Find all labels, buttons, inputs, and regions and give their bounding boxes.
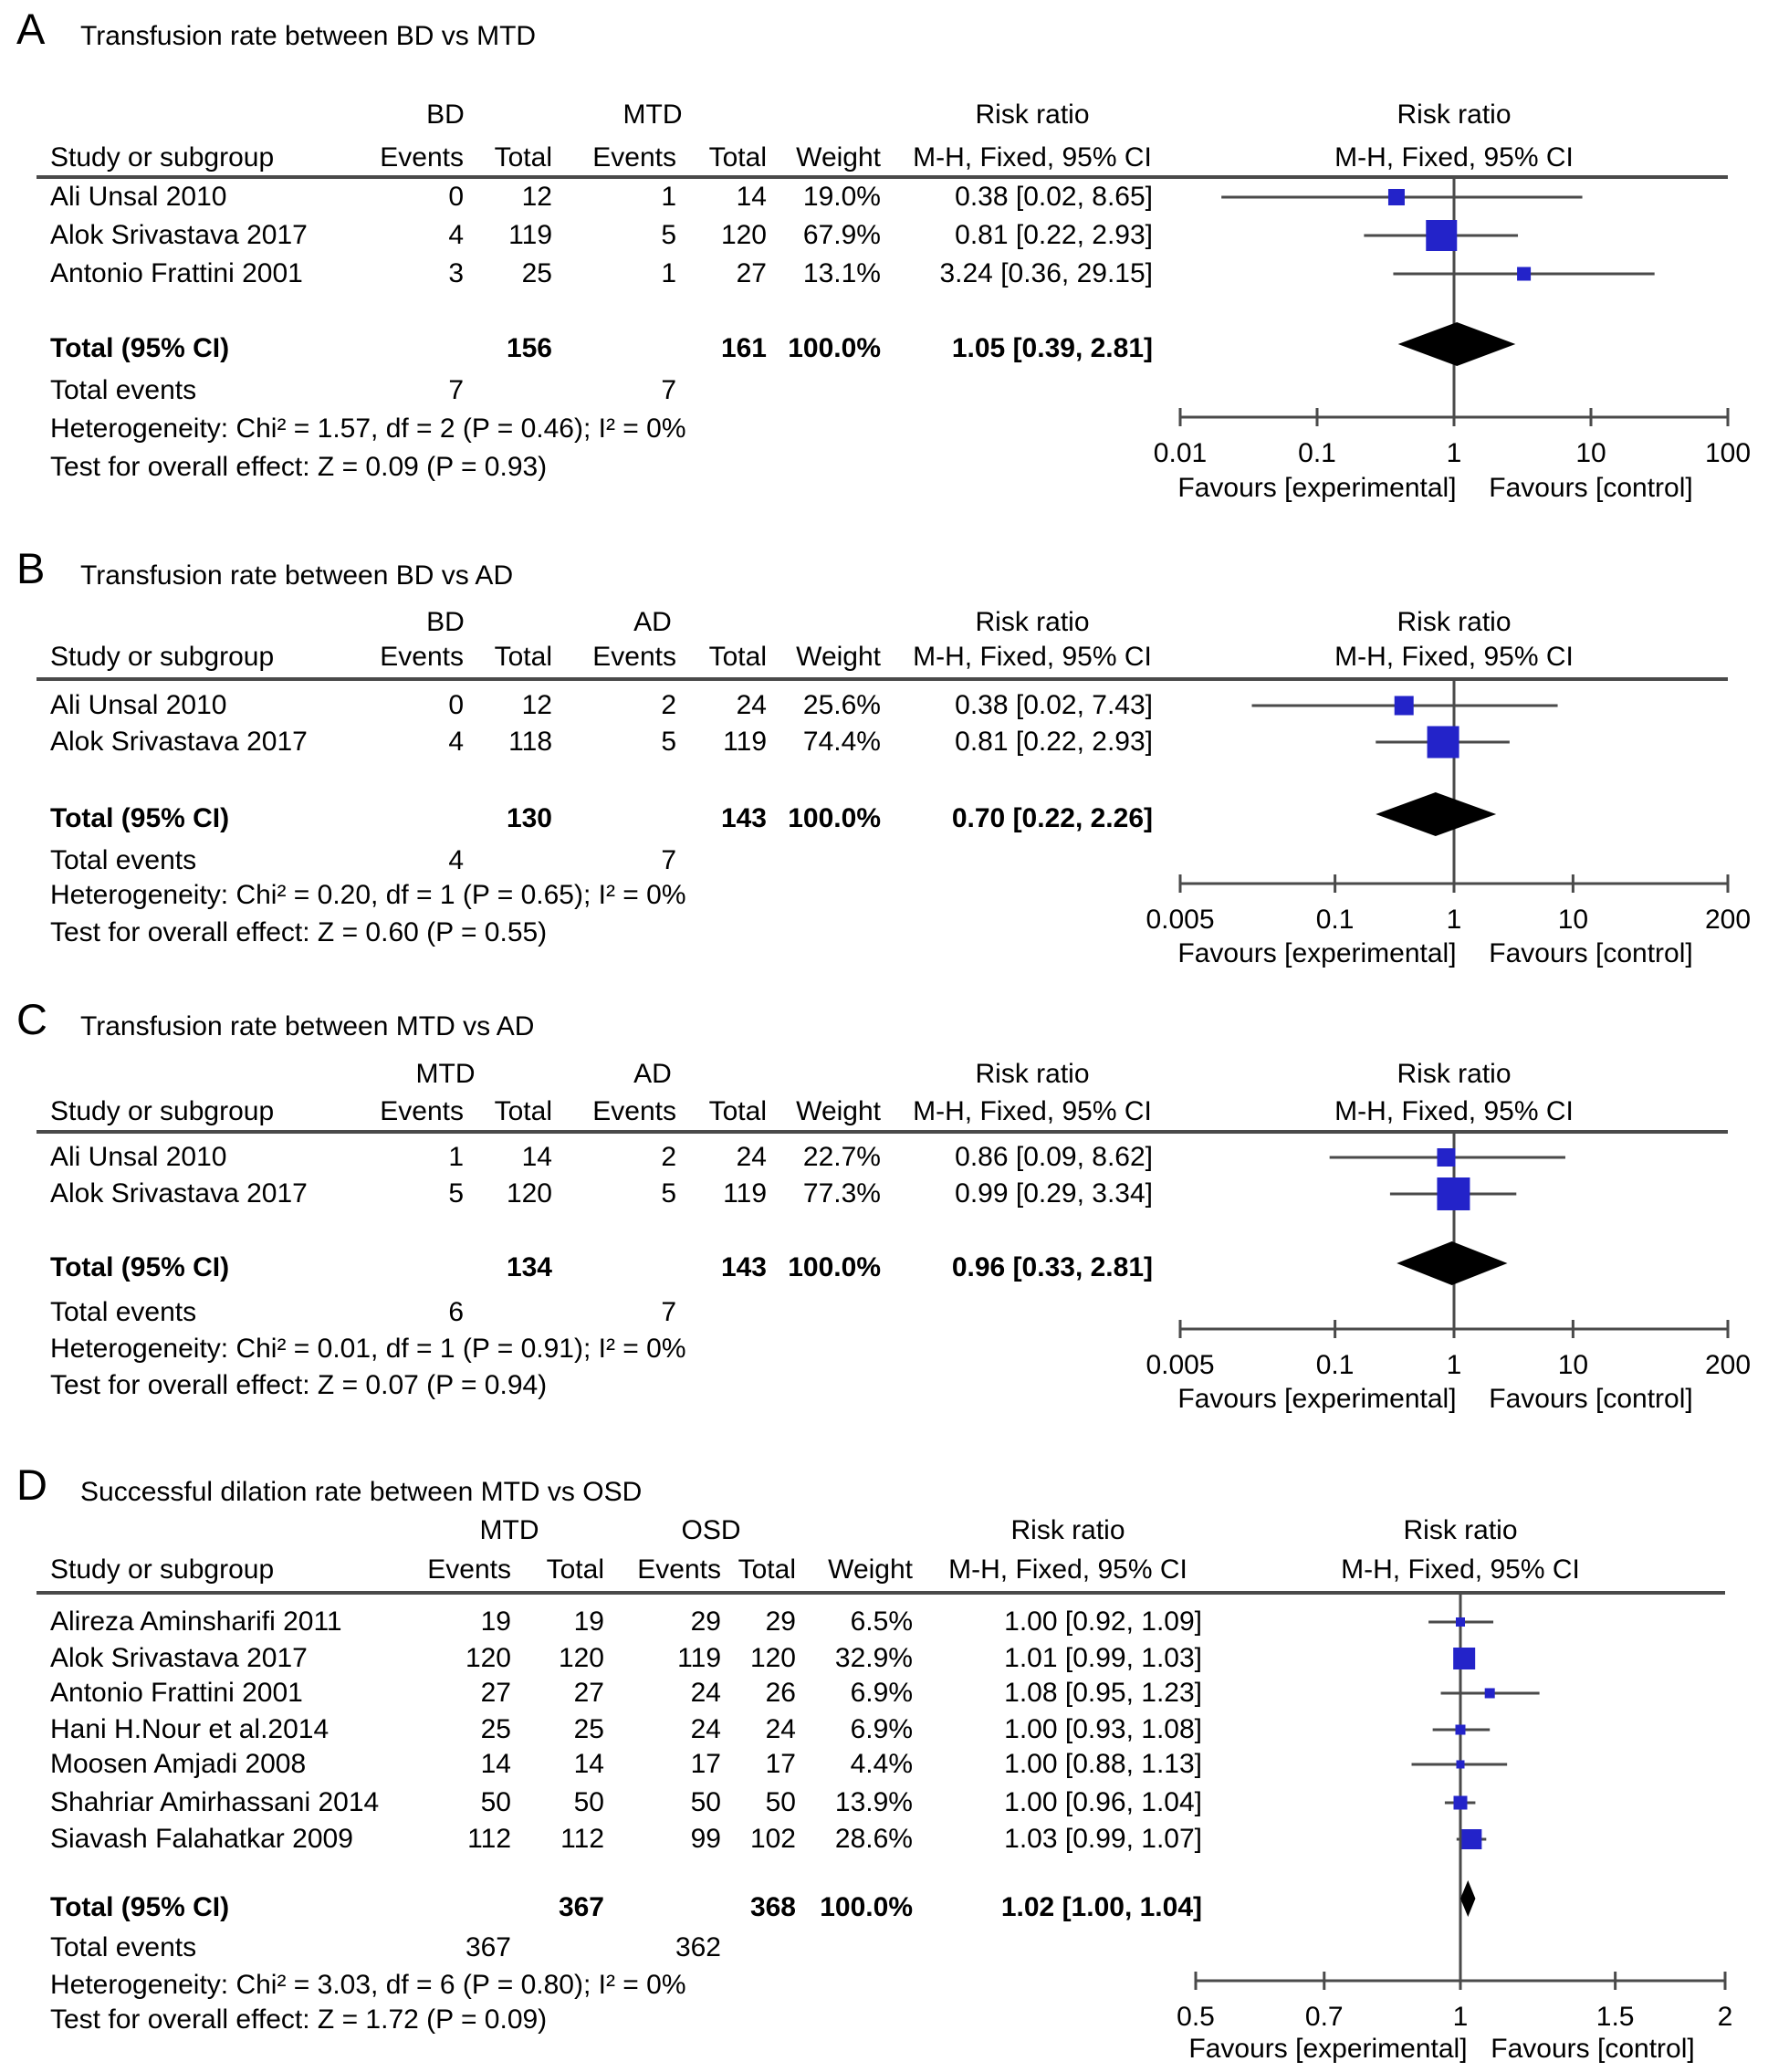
plot-header-line1: Risk ratio: [1397, 99, 1512, 130]
total1-column-header: Total: [546, 1554, 604, 1585]
events1-value: 120: [465, 1643, 511, 1673]
heterogeneity-text: Heterogeneity: Chi² = 0.20, df = 1 (P = 0.65); I² = 0%: [50, 880, 686, 910]
study-name: Alok Srivastava 2017: [50, 220, 308, 250]
effect-header-line2: M-H, Fixed, 95% CI: [913, 1096, 1152, 1126]
group1-label: BD: [426, 607, 465, 637]
total2-value: 102: [749, 1824, 796, 1854]
risk-ratio-value: 0.38 [0.02, 7.43]: [955, 690, 1153, 720]
total2-value: 119: [723, 1178, 767, 1209]
weight-value: 74.4%: [802, 727, 881, 757]
events2-value: 5: [661, 220, 676, 250]
events2-column-header: Events: [637, 1554, 721, 1585]
group1-label: MTD: [415, 1059, 476, 1089]
total1-value: 112: [560, 1824, 604, 1854]
total1-value: 25: [521, 258, 552, 288]
events1-value: 0: [448, 182, 464, 212]
total2-value: 24: [765, 1714, 796, 1744]
total2-value: 29: [765, 1606, 796, 1637]
favours-left-label: Favours [experimental]: [1177, 473, 1457, 503]
panel-letter: D: [16, 1460, 47, 1509]
events2-value: 119: [677, 1643, 721, 1673]
events1-value: 25: [480, 1714, 511, 1744]
total2-value: 27: [736, 258, 767, 288]
study-name: Alireza Aminsharifi 2011: [50, 1606, 342, 1637]
events1-column-header: Events: [380, 1096, 464, 1126]
events2-value: 50: [690, 1787, 721, 1817]
events2-value: 2: [661, 1142, 676, 1172]
risk-ratio-value: 0.38 [0.02, 8.65]: [955, 182, 1153, 212]
favours-right-label: Favours [control]: [1491, 2034, 1695, 2064]
total2-value: 24: [736, 1142, 767, 1172]
total1-value: 12: [521, 182, 552, 212]
favours-right-label: Favours [control]: [1489, 1384, 1693, 1414]
risk-ratio-value: 1.00 [0.96, 1.04]: [1004, 1787, 1202, 1817]
study-name: Ali Unsal 2010: [50, 1142, 227, 1172]
total2-value: 14: [736, 182, 767, 212]
total-total2: 368: [749, 1892, 796, 1922]
events2-value: 5: [661, 727, 676, 757]
favours-right-label: Favours [control]: [1489, 938, 1693, 968]
total1-value: 50: [573, 1787, 604, 1817]
events1-value: 4: [448, 727, 464, 757]
total1-value: 12: [521, 690, 552, 720]
events2-column-header: Events: [592, 642, 676, 672]
axis-tick-label: 1: [1446, 905, 1462, 935]
events1-value: 5: [448, 1178, 464, 1209]
weight-value: 28.6%: [834, 1824, 913, 1854]
axis-tick-label: 10: [1557, 1350, 1589, 1380]
axis-tick-label: 0.1: [1315, 1350, 1355, 1380]
total1-column-header: Total: [494, 1096, 552, 1126]
total-events2: 362: [675, 1932, 721, 1962]
total-risk-ratio: 0.96 [0.33, 2.81]: [951, 1252, 1153, 1282]
weight-value: 22.7%: [802, 1142, 881, 1172]
total-label: Total (95% CI): [50, 803, 230, 833]
axis-tick-label: 0.1: [1315, 905, 1355, 935]
overall-effect-text: Test for overall effect: Z = 0.60 (P = 0.55): [50, 917, 548, 947]
axis-tick-label: 1: [1452, 2002, 1469, 2032]
total-events1: 6: [448, 1297, 464, 1327]
effect-header-line1: Risk ratio: [975, 99, 1090, 130]
plot-header-line2: M-H, Fixed, 95% CI: [1334, 642, 1574, 672]
weight-value: 67.9%: [802, 220, 881, 250]
total2-column-header: Total: [708, 1096, 767, 1126]
total2-column-header: Total: [708, 142, 767, 173]
total2-value: 120: [749, 1643, 796, 1673]
total-events1: 4: [448, 845, 464, 875]
panel-letter: A: [16, 5, 46, 53]
events1-value: 1: [448, 1142, 464, 1172]
effect-header-line1: Risk ratio: [975, 1059, 1090, 1089]
total-events1: 7: [448, 375, 464, 405]
events1-value: 19: [480, 1606, 511, 1637]
study-name: Siavash Falahatkar 2009: [50, 1824, 353, 1854]
axis-tick-label: 10: [1557, 905, 1589, 935]
total2-value: 120: [720, 220, 767, 250]
total1-value: 119: [508, 220, 552, 250]
total-label: Total (95% CI): [50, 1252, 230, 1282]
events2-value: 2: [661, 690, 676, 720]
total-events2: 7: [661, 375, 676, 405]
heterogeneity-text: Heterogeneity: Chi² = 0.01, df = 1 (P = 0.91); I² = 0%: [50, 1334, 686, 1364]
axis-tick-label: 0.005: [1146, 905, 1215, 935]
axis-tick-label: 200: [1704, 1350, 1752, 1380]
events2-column-header: Events: [592, 142, 676, 173]
plot-header-line1: Risk ratio: [1397, 1059, 1512, 1089]
events1-column-header: Events: [380, 642, 464, 672]
overall-effect-text: Test for overall effect: Z = 0.09 (P = 0.93): [50, 452, 548, 482]
header-rule: [37, 1591, 1725, 1595]
risk-ratio-value: 0.81 [0.22, 2.93]: [955, 727, 1153, 757]
events2-column-header: Events: [592, 1096, 676, 1126]
risk-ratio-value: 1.00 [0.93, 1.08]: [1004, 1714, 1202, 1744]
events2-value: 1: [661, 258, 676, 288]
axis-tick-label: 1: [1446, 438, 1462, 468]
total-events2: 7: [661, 845, 676, 875]
axis-tick-label: 0.5: [1177, 2002, 1215, 2032]
study-name: Ali Unsal 2010: [50, 690, 227, 720]
study-name: Moosen Amjadi 2008: [50, 1749, 307, 1779]
total2-value: 50: [765, 1787, 796, 1817]
study-column-header: Study or subgroup: [50, 642, 275, 672]
group2-label: OSD: [681, 1515, 741, 1545]
total1-value: 118: [508, 727, 552, 757]
total2-value: 24: [736, 690, 767, 720]
risk-ratio-value: 0.81 [0.22, 2.93]: [955, 220, 1153, 250]
weight-value: 6.9%: [850, 1714, 913, 1744]
heterogeneity-text: Heterogeneity: Chi² = 1.57, df = 2 (P = 0.46); I² = 0%: [50, 413, 686, 444]
panel-letter: B: [16, 544, 46, 592]
total1-value: 27: [573, 1678, 604, 1708]
total-total1: 156: [506, 333, 552, 363]
events1-value: 50: [480, 1787, 511, 1817]
plot-header-line2: M-H, Fixed, 95% CI: [1334, 142, 1574, 173]
total-events-label: Total events: [50, 1932, 197, 1962]
axis-tick-label: 200: [1704, 905, 1752, 935]
effect-header-line2: M-H, Fixed, 95% CI: [948, 1554, 1187, 1585]
risk-ratio-value: 1.00 [0.88, 1.13]: [1004, 1749, 1202, 1779]
axis-tick-label: 2: [1717, 2002, 1733, 2032]
group2-label: AD: [633, 1059, 672, 1089]
events2-value: 5: [661, 1178, 676, 1209]
total1-value: 120: [558, 1643, 604, 1673]
total1-value: 25: [573, 1714, 604, 1744]
plot-header-line1: Risk ratio: [1403, 1515, 1518, 1545]
total-label: Total (95% CI): [50, 333, 230, 363]
weight-column-header: Weight: [796, 642, 881, 672]
study-name: Hani H.Nour et al.2014: [50, 1714, 330, 1744]
events2-value: 24: [690, 1714, 721, 1744]
study-column-header: Study or subgroup: [50, 1096, 275, 1126]
weight-column-header: Weight: [796, 142, 881, 173]
total-weight: 100.0%: [788, 803, 881, 833]
axis-tick-label: 1.5: [1595, 2002, 1635, 2032]
effect-header-line2: M-H, Fixed, 95% CI: [913, 642, 1152, 672]
risk-ratio-value: 1.00 [0.92, 1.09]: [1004, 1606, 1202, 1637]
total-total1: 367: [558, 1892, 604, 1922]
events2-value: 17: [690, 1749, 721, 1779]
events2-value: 24: [690, 1678, 721, 1708]
plot-header-line2: M-H, Fixed, 95% CI: [1334, 1096, 1574, 1126]
favours-left-label: Favours [experimental]: [1177, 1384, 1457, 1414]
weight-value: 13.1%: [802, 258, 881, 288]
study-name: Ali Unsal 2010: [50, 182, 227, 212]
study-name: Shahriar Amirhassani 2014: [50, 1787, 380, 1817]
events1-value: 14: [480, 1749, 511, 1779]
total-total2: 161: [720, 333, 767, 363]
weight-value: 77.3%: [802, 1178, 881, 1209]
axis-tick-label: 0.01: [1153, 438, 1208, 468]
events2-value: 1: [661, 182, 676, 212]
panel-title: Transfusion rate between BD vs MTD: [80, 21, 537, 51]
total2-column-header: Total: [738, 1554, 796, 1585]
total-total1: 130: [506, 803, 552, 833]
favours-right-label: Favours [control]: [1489, 473, 1693, 503]
total-total2: 143: [720, 803, 767, 833]
panel-title: Successful dilation rate between MTD vs OSD: [80, 1477, 643, 1507]
events1-value: 3: [448, 258, 464, 288]
effect-header-line1: Risk ratio: [975, 607, 1090, 637]
total-weight: 100.0%: [788, 333, 881, 363]
events1-value: 27: [480, 1678, 511, 1708]
panel-letter: C: [16, 995, 47, 1043]
total1-value: 14: [521, 1142, 552, 1172]
heterogeneity-text: Heterogeneity: Chi² = 3.03, df = 6 (P = 0.80); I² = 0%: [50, 1970, 686, 2000]
study-column-header: Study or subgroup: [50, 1554, 275, 1585]
risk-ratio-value: 1.08 [0.95, 1.23]: [1004, 1678, 1202, 1708]
events1-value: 0: [448, 690, 464, 720]
study-name: Alok Srivastava 2017: [50, 1643, 308, 1673]
total-total2: 143: [720, 1252, 767, 1282]
axis-tick-label: 0.1: [1298, 438, 1336, 468]
plot-header-line1: Risk ratio: [1397, 607, 1512, 637]
total-label: Total (95% CI): [50, 1892, 230, 1922]
weight-value: 6.5%: [850, 1606, 913, 1637]
axis-tick-label: 100: [1704, 438, 1752, 468]
favours-left-label: Favours [experimental]: [1177, 938, 1457, 968]
events1-column-header: Events: [427, 1554, 511, 1585]
total1-value: 14: [573, 1749, 604, 1779]
total-events2: 7: [661, 1297, 676, 1327]
study-column-header: Study or subgroup: [50, 142, 275, 173]
weight-value: 32.9%: [834, 1643, 913, 1673]
study-name: Alok Srivastava 2017: [50, 727, 308, 757]
total2-value: 17: [765, 1749, 796, 1779]
axis-tick-label: 1: [1446, 1350, 1462, 1380]
study-name: Antonio Frattini 2001: [50, 1678, 303, 1708]
weight-column-header: Weight: [796, 1096, 881, 1126]
group2-label: AD: [633, 607, 672, 637]
weight-value: 25.6%: [802, 690, 881, 720]
study-name: Antonio Frattini 2001: [50, 258, 303, 288]
total-weight: 100.0%: [788, 1252, 881, 1282]
total-events-label: Total events: [50, 845, 197, 875]
group1-label: MTD: [479, 1515, 539, 1545]
total1-value: 120: [506, 1178, 552, 1209]
group2-label: MTD: [622, 99, 683, 130]
total2-column-header: Total: [708, 642, 767, 672]
events1-value: 112: [467, 1824, 511, 1854]
total-events-label: Total events: [50, 1297, 197, 1327]
weight-value: 13.9%: [834, 1787, 913, 1817]
events1-value: 4: [448, 220, 464, 250]
risk-ratio-value: 3.24 [0.36, 29.15]: [939, 258, 1153, 288]
weight-value: 4.4%: [850, 1749, 913, 1779]
risk-ratio-value: 0.99 [0.29, 3.34]: [955, 1178, 1153, 1209]
total-total1: 134: [506, 1252, 552, 1282]
events1-column-header: Events: [380, 142, 464, 173]
effect-header-line1: Risk ratio: [1010, 1515, 1125, 1545]
total-risk-ratio: 1.05 [0.39, 2.81]: [951, 333, 1153, 363]
panel-title: Transfusion rate between BD vs AD: [80, 560, 514, 591]
panel-title: Transfusion rate between MTD vs AD: [80, 1011, 535, 1041]
overall-effect-text: Test for overall effect: Z = 0.07 (P = 0.94): [50, 1370, 548, 1400]
risk-ratio-value: 1.03 [0.99, 1.07]: [1004, 1824, 1202, 1854]
total1-column-header: Total: [494, 142, 552, 173]
overall-effect-text: Test for overall effect: Z = 1.72 (P = 0.09): [50, 2004, 548, 2035]
weight-value: 19.0%: [802, 182, 881, 212]
total-events-label: Total events: [50, 375, 197, 405]
effect-header-line2: M-H, Fixed, 95% CI: [913, 142, 1152, 173]
axis-tick-label: 10: [1575, 438, 1606, 468]
total-weight: 100.0%: [820, 1892, 913, 1922]
study-name: Alok Srivastava 2017: [50, 1178, 308, 1209]
axis-tick-label: 0.005: [1146, 1350, 1215, 1380]
axis-tick-label: 0.7: [1304, 2002, 1344, 2032]
total2-value: 26: [765, 1678, 796, 1708]
risk-ratio-value: 1.01 [0.99, 1.03]: [1004, 1643, 1202, 1673]
group1-label: BD: [426, 99, 465, 130]
events2-value: 29: [690, 1606, 721, 1637]
total2-value: 119: [723, 727, 767, 757]
total-risk-ratio: 1.02 [1.00, 1.04]: [1000, 1892, 1202, 1922]
total-risk-ratio: 0.70 [0.22, 2.26]: [951, 803, 1153, 833]
total1-column-header: Total: [494, 642, 552, 672]
total1-value: 19: [573, 1606, 604, 1637]
events2-value: 99: [690, 1824, 721, 1854]
risk-ratio-value: 0.86 [0.09, 8.62]: [955, 1142, 1153, 1172]
total-events1: 367: [465, 1932, 511, 1962]
favours-left-label: Favours [experimental]: [1188, 2034, 1468, 2064]
weight-column-header: Weight: [828, 1554, 913, 1585]
plot-header-line2: M-H, Fixed, 95% CI: [1341, 1554, 1580, 1585]
weight-value: 6.9%: [850, 1678, 913, 1708]
